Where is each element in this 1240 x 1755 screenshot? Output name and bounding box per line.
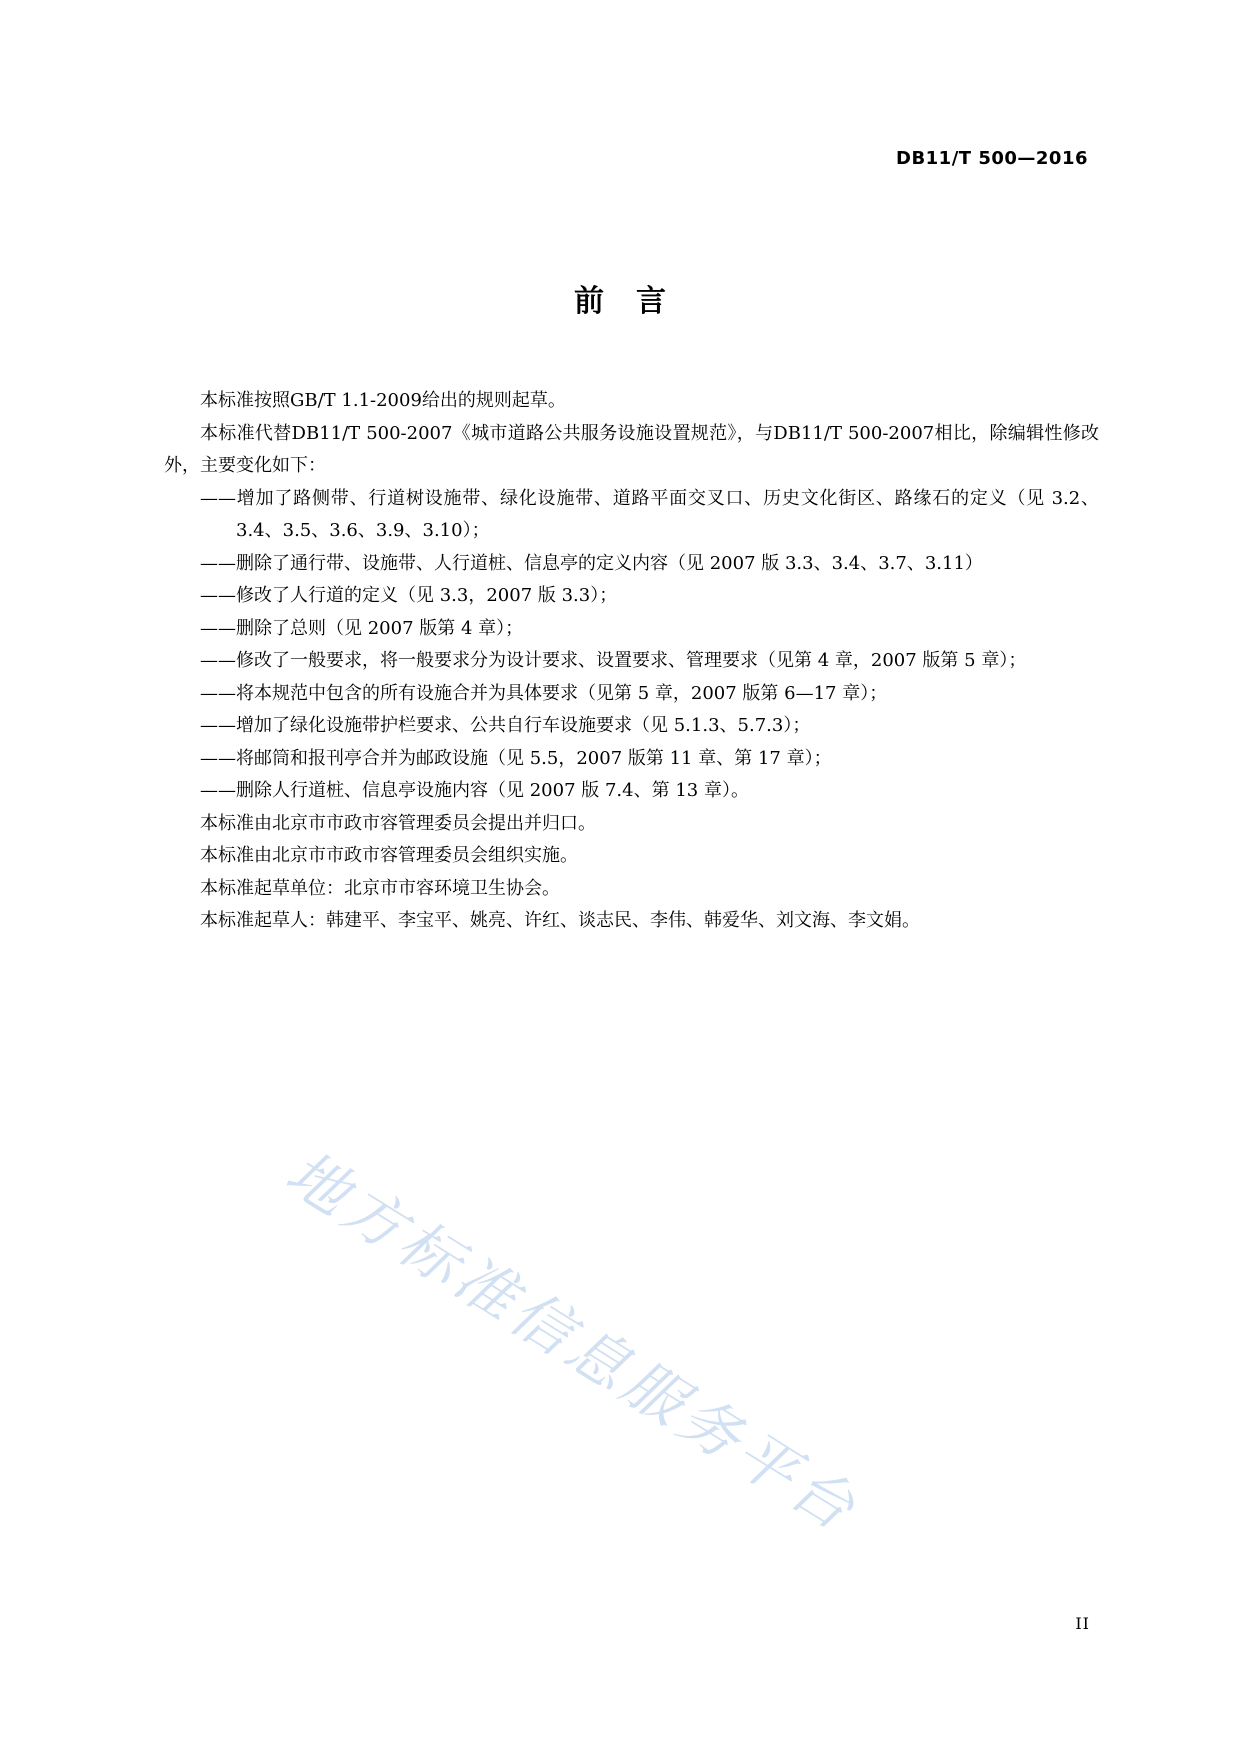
change-item: ——修改了人行道的定义（见 3.3，2007 版 3.3）； <box>200 585 618 606</box>
closing-paragraph: 本标准由北京市市政市容管理委员会组织实施。 <box>200 845 578 866</box>
watermark: 地方标准信息服务平台 <box>273 1137 871 1547</box>
page-title: 前言 <box>574 284 698 319</box>
change-item: ——将邮筒和报刊亭合并为邮政设施（见 5.5，2007 版第 11 章、第 17 章）； <box>200 747 832 769</box>
intro-paragraph: 本标准代替DB11/T 500-2007《城市道路公共服务设施设置规范》，与DB11/T 500-2007相比，除编辑性修改外，主要变化如下： <box>164 422 1099 476</box>
closing-paragraph: 本标准起草单位：北京市市容环境卫生协会。 <box>200 877 560 899</box>
change-item: ——删除了通行带、设施带、人行道桩、信息亭的定义内容（见 2007 版 3.3、3.4、3.7、3.11） <box>200 552 983 574</box>
closing-paragraph: 本标准起草人：韩建平、李宝平、姚亮、许红、谈志民、李伟、韩爱华、刘文海、李文娟。 <box>200 910 920 931</box>
page-number: II <box>1075 1614 1090 1633</box>
closing-paragraph: 本标准由北京市市政市容管理委员会提出并归口。 <box>200 812 596 834</box>
change-item: ——增加了路侧带、行道树设施带、绿化设施带、道路平面交叉口、历史文化街区、路缘石的定义（见 3.2、3.4、3.5、3.6、3.9、3.10）； <box>200 487 1099 541</box>
change-item: ——删除人行道桩、信息亭设施内容（见 2007 版 7.4、第 13 章）。 <box>200 780 749 801</box>
foreword-body <box>164 385 1099 938</box>
change-item: ——删除了总则（见 2007 版第 4 章）； <box>200 617 524 639</box>
document-code: DB11/T 500—2016 <box>896 148 1088 169</box>
change-item: ——将本规范中包含的所有设施合并为具体要求（见第 5 章，2007 版第 6—17 章）； <box>200 682 888 704</box>
intro-paragraph: 本标准按照GB/T 1.1-2009给出的规则起草。 <box>200 390 566 411</box>
change-item: ——增加了绿化设施带护栏要求、公共自行车设施要求（见 5.1.3、5.7.3）； <box>200 715 811 736</box>
change-item: ——修改了一般要求，将一般要求分为设计要求、设置要求、管理要求（见第 4 章，2007 版第 5 章）； <box>200 650 1027 671</box>
